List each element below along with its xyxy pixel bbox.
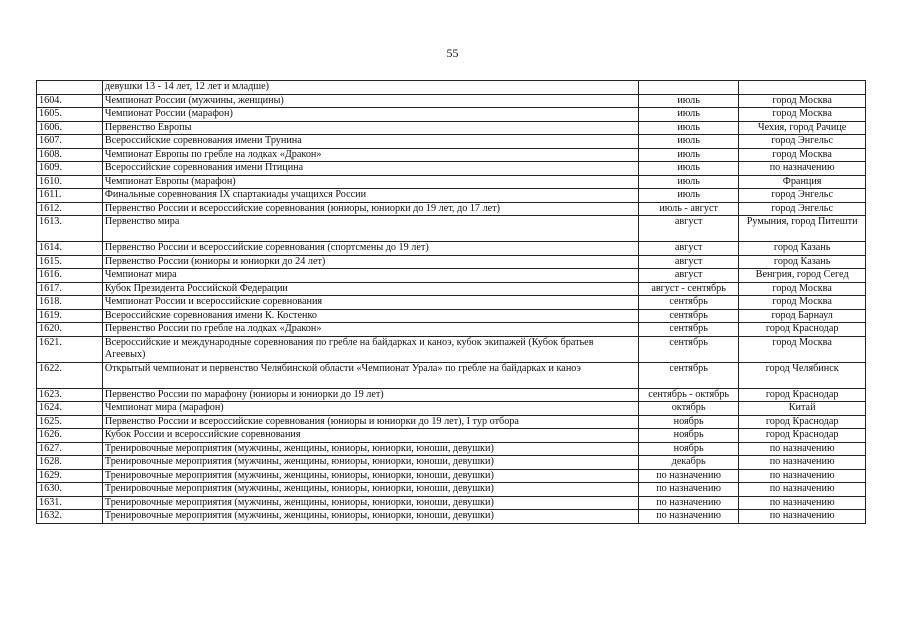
table-row — [37, 255, 866, 269]
table-row — [37, 242, 866, 256]
event-name: Всероссийские соревнования имени К. Костенко — [102, 309, 638, 323]
row-number: 1614. — [37, 242, 103, 256]
event-name: Чемпионат России (марафон) — [102, 108, 638, 122]
event-month: август — [638, 269, 738, 283]
event-name: Чемпионат России (мужчины, женщины) — [102, 94, 638, 108]
table-row — [37, 148, 866, 162]
table-row — [37, 496, 866, 510]
event-name: Первенство России по марафону (юниоры и юниорки до 19 лет) — [102, 388, 638, 402]
event-month: сентябрь — [638, 323, 738, 337]
table-row — [37, 483, 866, 497]
row-number: 1630. — [37, 483, 103, 497]
event-name: Первенство Европы — [102, 121, 638, 135]
event-place: город Москва — [739, 336, 866, 362]
row-number: 1627. — [37, 442, 103, 456]
row-number: 1631. — [37, 496, 103, 510]
event-place: Румыния, город Питешти — [739, 216, 866, 242]
event-name: Первенство России и всероссийские соревнования (спортсмены до 19 лет) — [102, 242, 638, 256]
row-number: 1626. — [37, 429, 103, 443]
row-number: 1629. — [37, 469, 103, 483]
row-number: 1619. — [37, 309, 103, 323]
row-number: 1612. — [37, 202, 103, 216]
row-number: 1616. — [37, 269, 103, 283]
event-month: август - сентябрь — [638, 282, 738, 296]
event-month: ноябрь — [638, 429, 738, 443]
event-place: город Краснодар — [739, 323, 866, 337]
event-month — [638, 81, 738, 95]
event-place: Чехия, город Рачице — [739, 121, 866, 135]
event-place: город Барнаул — [739, 309, 866, 323]
row-number: 1624. — [37, 402, 103, 416]
row-number: 1615. — [37, 255, 103, 269]
row-number — [37, 81, 103, 95]
event-place: город Москва — [739, 148, 866, 162]
event-place: по назначению — [739, 496, 866, 510]
table-row — [37, 162, 866, 176]
row-number: 1621. — [37, 336, 103, 362]
event-place: город Казань — [739, 255, 866, 269]
table-row — [37, 175, 866, 189]
event-name: Всероссийские соревнования имени Птицина — [102, 162, 638, 176]
event-place: город Казань — [739, 242, 866, 256]
row-number: 1618. — [37, 296, 103, 310]
table-row — [37, 469, 866, 483]
event-name: Тренировочные мероприятия (мужчины, женщины, юниоры, юниорки, юноши, девушки) — [102, 510, 638, 524]
event-month: июль — [638, 162, 738, 176]
row-number: 1613. — [37, 216, 103, 242]
event-name: Кубок России и всероссийские соревнования — [102, 429, 638, 443]
row-number: 1632. — [37, 510, 103, 524]
table-row — [37, 323, 866, 337]
table-row — [37, 282, 866, 296]
event-place: город Энгельс — [739, 189, 866, 203]
row-number: 1617. — [37, 282, 103, 296]
table-row — [37, 336, 866, 362]
event-name: Тренировочные мероприятия (мужчины, женщины, юниоры, юниорки, юноши, девушки) — [102, 469, 638, 483]
event-month: ноябрь — [638, 442, 738, 456]
event-month: по назначению — [638, 469, 738, 483]
event-name: Всероссийские соревнования имени Трунина — [102, 135, 638, 149]
event-month: сентябрь — [638, 296, 738, 310]
event-name: девушки 13 - 14 лет, 12 лет и младше) — [102, 81, 638, 95]
event-place: по назначению — [739, 469, 866, 483]
event-place: город Челябинск — [739, 362, 866, 388]
event-place: Китай — [739, 402, 866, 416]
page-number: 55 — [446, 46, 459, 60]
event-month: июль — [638, 175, 738, 189]
event-place: по назначению — [739, 162, 866, 176]
event-month: сентябрь — [638, 336, 738, 362]
event-month: по назначению — [638, 510, 738, 524]
event-month: август — [638, 255, 738, 269]
event-month: декабрь — [638, 456, 738, 470]
event-place: город Москва — [739, 296, 866, 310]
table-row — [37, 202, 866, 216]
table-row — [37, 402, 866, 416]
table-row — [37, 269, 866, 283]
events-table-body — [37, 81, 866, 524]
event-month: сентябрь - октябрь — [638, 388, 738, 402]
event-place: город Москва — [739, 282, 866, 296]
event-name: Чемпионат Европы по гребле на лодках «Дракон» — [102, 148, 638, 162]
event-place: Франция — [739, 175, 866, 189]
event-month: август — [638, 216, 738, 242]
event-place — [739, 81, 866, 95]
event-month: июль — [638, 108, 738, 122]
table-row — [37, 135, 866, 149]
event-place: по назначению — [739, 510, 866, 524]
event-name: Тренировочные мероприятия (мужчины, женщины, юниоры, юниорки, юноши, девушки) — [102, 483, 638, 497]
event-name: Чемпионат России и всероссийские соревнования — [102, 296, 638, 310]
event-name: Тренировочные мероприятия (мужчины, женщины, юниоры, юниорки, юноши, девушки) — [102, 442, 638, 456]
event-name: Первенство России по гребле на лодках «Дракон» — [102, 323, 638, 337]
event-name: Первенство России и всероссийские соревнования (юниоры, юниорки до 19 лет, до 17 лет) — [102, 202, 638, 216]
event-place: по назначению — [739, 456, 866, 470]
event-place: город Москва — [739, 94, 866, 108]
event-place: город Москва — [739, 108, 866, 122]
table-row — [37, 429, 866, 443]
event-place: город Краснодар — [739, 415, 866, 429]
row-number: 1608. — [37, 148, 103, 162]
row-number: 1623. — [37, 388, 103, 402]
event-month: июль — [638, 189, 738, 203]
row-number: 1607. — [37, 135, 103, 149]
event-name: Первенство России (юниоры и юниорки до 24 лет) — [102, 255, 638, 269]
event-name: Чемпионат Европы (марафон) — [102, 175, 638, 189]
event-place: город Краснодар — [739, 388, 866, 402]
table-row — [37, 108, 866, 122]
event-month: по назначению — [638, 483, 738, 497]
event-month: ноябрь — [638, 415, 738, 429]
event-place: город Энгельс — [739, 202, 866, 216]
row-number: 1622. — [37, 362, 103, 388]
table-row — [37, 94, 866, 108]
event-month: сентябрь — [638, 362, 738, 388]
event-place: Венгрия, город Сегед — [739, 269, 866, 283]
table-row — [37, 456, 866, 470]
table-row — [37, 362, 866, 388]
row-number: 1605. — [37, 108, 103, 122]
event-name: Первенство России и всероссийские соревнования (юниоры и юниорки до 19 лет), I тур отбора — [102, 415, 638, 429]
event-month: октябрь — [638, 402, 738, 416]
row-number: 1611. — [37, 189, 103, 203]
event-name: Тренировочные мероприятия (мужчины, женщины, юниоры, юниорки, юноши, девушки) — [102, 496, 638, 510]
table-row — [37, 216, 866, 242]
event-name: Чемпионат мира — [102, 269, 638, 283]
row-number: 1625. — [37, 415, 103, 429]
row-number: 1628. — [37, 456, 103, 470]
table-row — [37, 442, 866, 456]
event-name: Всероссийские и международные соревнования по гребле на байдарках и каноэ, кубок экипажей (Кубок братьев Агеевых) — [102, 336, 638, 362]
row-number: 1606. — [37, 121, 103, 135]
event-month: июль — [638, 135, 738, 149]
event-month: по назначению — [638, 496, 738, 510]
event-month: сентябрь — [638, 309, 738, 323]
table-row — [37, 415, 866, 429]
table-row — [37, 189, 866, 203]
event-name: Чемпионат мира (марафон) — [102, 402, 638, 416]
events-table — [36, 80, 866, 524]
table-row — [37, 388, 866, 402]
table-row — [37, 121, 866, 135]
event-name: Финальные соревнования IX спартакиады учащихся России — [102, 189, 638, 203]
event-name: Первенство мира — [102, 216, 638, 242]
event-place: по назначению — [739, 442, 866, 456]
row-number: 1620. — [37, 323, 103, 337]
row-number: 1609. — [37, 162, 103, 176]
table-row — [37, 309, 866, 323]
event-name: Кубок Президента Российской Федерации — [102, 282, 638, 296]
event-month: июль — [638, 148, 738, 162]
table-row — [37, 296, 866, 310]
table-row — [37, 510, 866, 524]
row-number: 1604. — [37, 94, 103, 108]
row-number: 1610. — [37, 175, 103, 189]
table-row-continuation — [37, 81, 866, 95]
event-place: город Краснодар — [739, 429, 866, 443]
event-month: июль - август — [638, 202, 738, 216]
event-place: город Энгельс — [739, 135, 866, 149]
event-month: июль — [638, 121, 738, 135]
event-place: по назначению — [739, 483, 866, 497]
event-name: Открытый чемпионат и первенство Челябинской области «Чемпионат Урала» по гребле на байдарках и каноэ — [102, 362, 638, 388]
event-month: август — [638, 242, 738, 256]
event-name: Тренировочные мероприятия (мужчины, женщины, юниоры, юниорки, юноши, девушки) — [102, 456, 638, 470]
event-month: июль — [638, 94, 738, 108]
